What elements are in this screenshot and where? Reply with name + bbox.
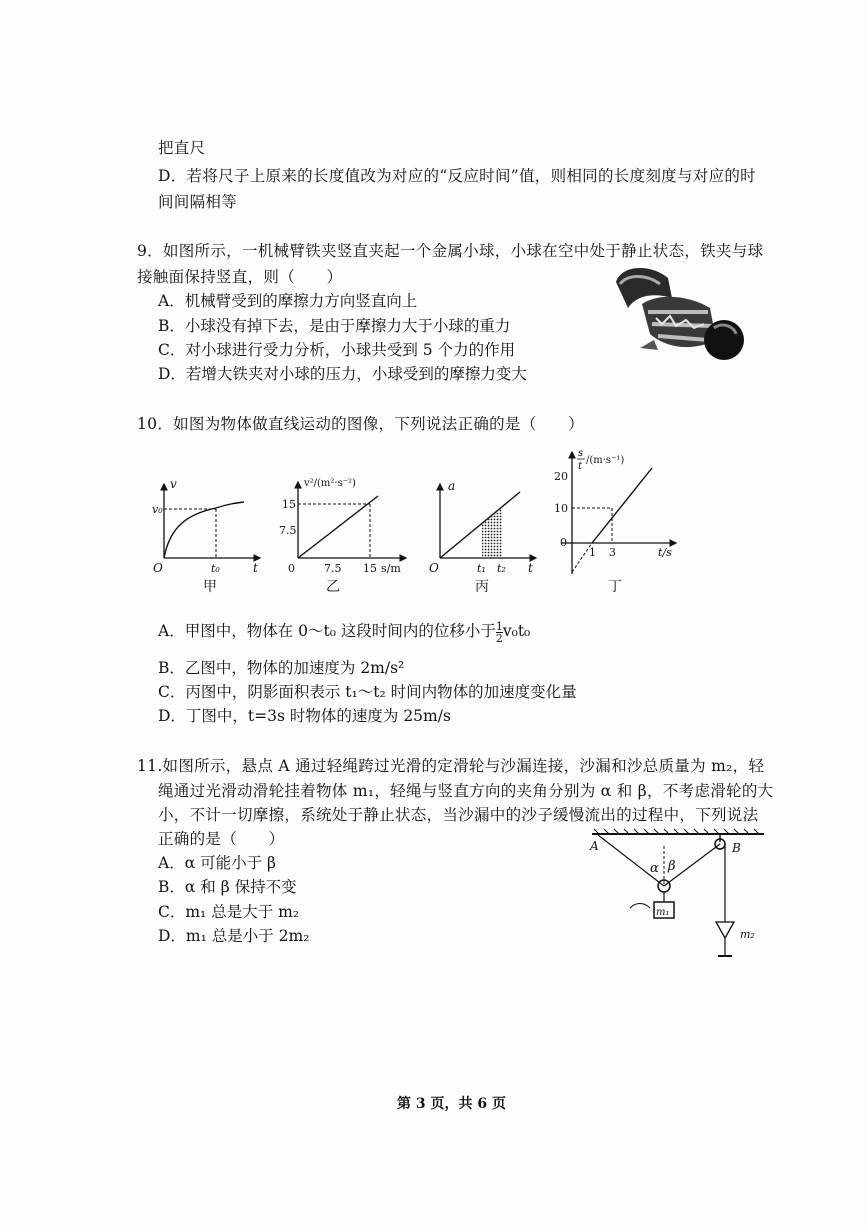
jia-ylabel: v — [170, 477, 177, 491]
graph-ding — [548, 446, 688, 578]
q9-stem-line1: 9．如图所示，一机械臂铁夹竖直夹起一个金属小球，小球在空中处于静止状态，铁夹与球 — [137, 242, 764, 260]
q10-option-a-text: A．甲图中，物体在 0～t₀ 这段时间内的位移小于 — [158, 622, 496, 640]
q10-option-d: D．丁图中，t=3s 时物体的速度为 25m/s — [158, 707, 451, 725]
q10-option-a-tail: v₀t₀ — [502, 622, 531, 640]
label-B: B — [732, 841, 741, 855]
ding-xtick-3: 3 — [609, 546, 616, 559]
label-beta: β — [668, 859, 676, 874]
q11-option-b: B．α 和 β 保持不变 — [158, 878, 297, 896]
graph-jia — [148, 476, 273, 576]
robotic-arm-photo — [612, 262, 748, 372]
q8-continuation: 把直尺 — [158, 139, 206, 157]
bing-xlabel: t — [528, 561, 533, 575]
bing-t1: t₁ — [477, 562, 486, 575]
label-m2: m₂ — [740, 928, 755, 941]
ding-tick-20: 20 — [554, 470, 568, 483]
ding-ylabel-unit: /(m·s⁻¹) — [586, 455, 625, 466]
jia-v0: v₀ — [152, 503, 163, 516]
ding-origin: 0 — [560, 536, 567, 549]
jia-t0: t₀ — [211, 562, 220, 575]
q10-option-a-frac-den: 2 — [495, 631, 503, 645]
page-footer: 第 3 页，共 6 页 — [397, 1096, 506, 1112]
q9-option-c: C．对小球进行受力分析，小球共受到 5 个力的作用 — [158, 341, 516, 359]
bing-origin: O — [429, 561, 439, 575]
q10-option-a-fraction — [496, 621, 503, 644]
q9-stem-line2: 接触面保持竖直，则（ ） — [137, 268, 343, 286]
yi-tick-7.5: 7.5 — [279, 524, 297, 537]
yi-caption: 乙 — [326, 579, 340, 595]
label-m1: m₁ — [656, 907, 670, 918]
ding-tick-10: 10 — [554, 502, 568, 515]
graph-bing — [424, 476, 546, 576]
pulley-figure — [584, 826, 774, 966]
q9-option-a: A．机械臂受到的摩擦力方向竖直向上 — [158, 292, 418, 310]
bing-t2: t₂ — [497, 562, 506, 575]
ding-frac-den: t — [578, 461, 583, 472]
jia-curve — [164, 502, 244, 558]
hourglass — [716, 922, 734, 938]
yi-xtick-7.5: 7.5 — [324, 562, 342, 575]
q11-stem-line2: 绳通过光滑动滑轮挂着物体 m₁，轻绳与竖直方向的夹角分别为 α 和 β，不考虑滑轮的大 — [158, 782, 774, 800]
graph-yi — [278, 476, 418, 576]
yi-origin: 0 — [288, 562, 295, 575]
yi-line — [298, 496, 378, 558]
q10-option-b: B．乙图中，物体的加速度为 2m/s² — [158, 659, 405, 677]
label-A: A — [590, 839, 599, 853]
yi-xtick-15: 15 — [363, 562, 377, 575]
jia-xlabel: t — [253, 561, 258, 575]
ding-caption: 丁 — [608, 579, 622, 595]
ding-line — [592, 468, 652, 543]
q11-stem-line1: 11.如图所示，悬点 A 通过轻绳跨过光滑的定滑轮与沙漏连接，沙漏和沙总质量为 m₂，轻 — [137, 757, 765, 775]
bing-caption: 丙 — [475, 579, 489, 595]
q10-option-a-frac-num: 1 — [495, 619, 503, 633]
bing-ylabel: a — [448, 479, 456, 493]
yi-ylabel: v²/(m²·s⁻²) — [304, 478, 356, 489]
q11-option-c: C．m₁ 总是大于 m₂ — [158, 903, 300, 921]
q9-option-b: B．小球没有掉下去，是由于摩擦力大于小球的重力 — [158, 317, 511, 335]
q10-stem: 10．如图为物体做直线运动的图像，下列说法正确的是（ ） — [137, 415, 584, 433]
q9-option-d: D．若增大铁夹对小球的压力，小球受到的摩擦力变大 — [158, 365, 527, 383]
ding-frac-num: s — [578, 448, 584, 459]
jia-caption: 甲 — [203, 579, 217, 595]
q10-option-a — [158, 620, 530, 644]
q10-option-c: C．丙图中，阴影面积表示 t₁～t₂ 时间内物体的加速度变化量 — [158, 683, 577, 701]
jia-origin: O — [153, 561, 163, 575]
ding-xlabel: t/s — [658, 546, 672, 559]
q11-option-a: A．α 可能小于 β — [158, 854, 276, 872]
yi-xlabel: s/m — [381, 562, 401, 575]
q8-option-d-line1: D．若将尺子上原来的长度值改为对应的“反应时间”值，则相同的长度刻度与对应的时 — [158, 167, 756, 185]
q11-option-d: D．m₁ 总是小于 2m₂ — [158, 927, 310, 945]
q8-option-d-line2: 间间隔相等 — [158, 193, 238, 211]
yi-tick-15: 15 — [282, 498, 296, 511]
bing-line — [440, 492, 520, 558]
q11-stem-line4: 正确的是（ ） — [158, 830, 285, 848]
ding-xtick-1: 1 — [589, 546, 596, 559]
q11-stem-line3: 小，不计一切摩擦，系统处于静止状态，当沙漏中的沙子缓慢流出的过程中，下列说法 — [158, 806, 759, 824]
label-alpha: α — [650, 861, 659, 876]
